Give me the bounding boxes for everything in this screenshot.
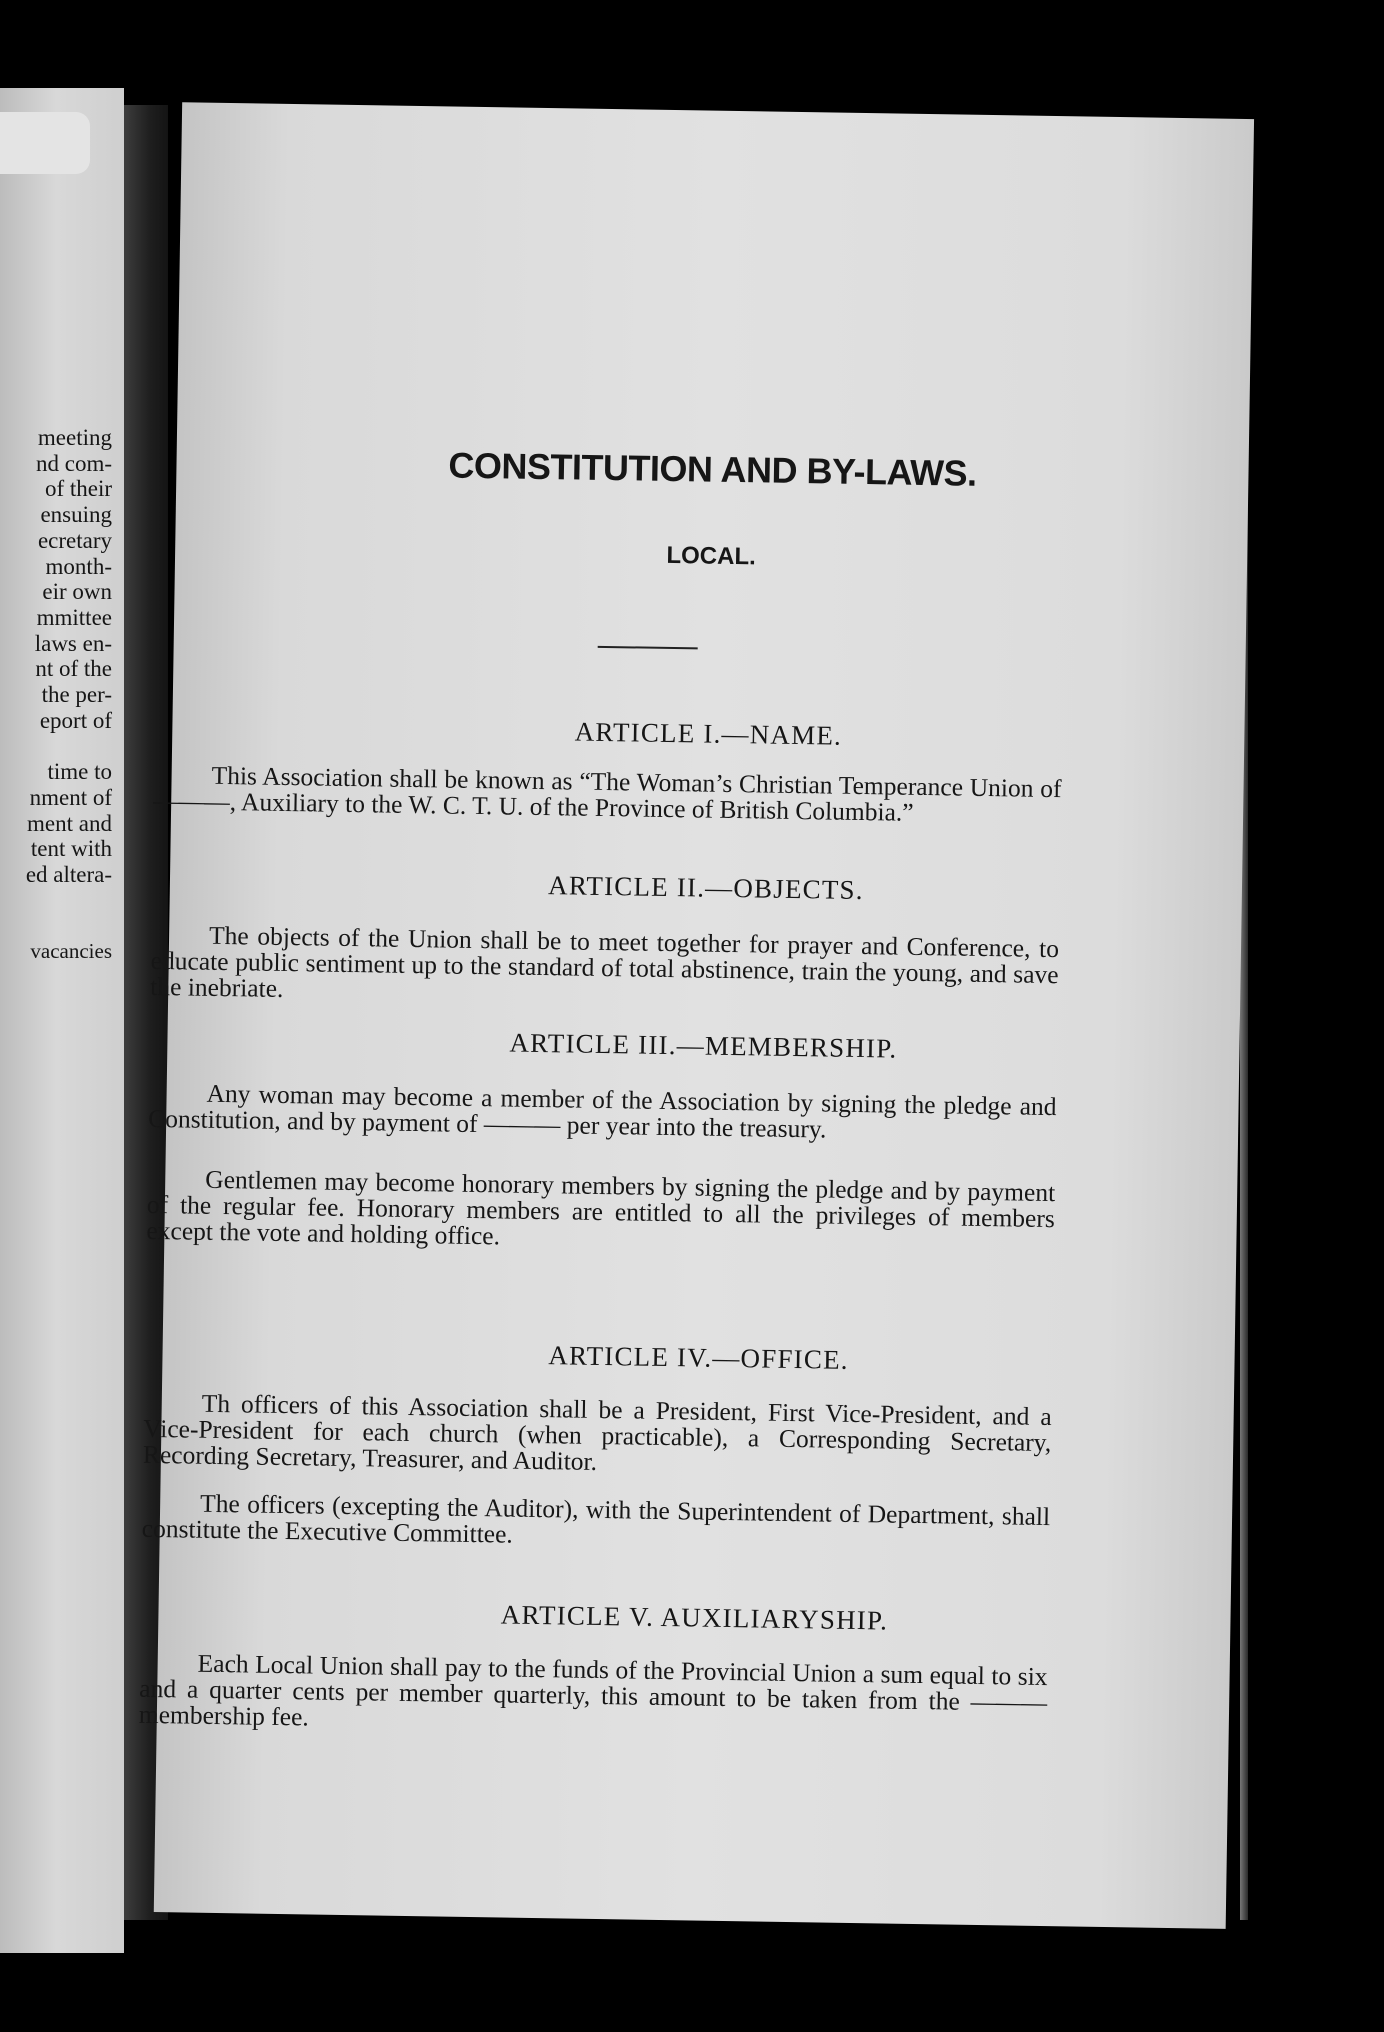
left-line: meeting <box>37 425 112 450</box>
left-line: mmittee <box>36 604 112 630</box>
article-body <box>146 1080 1056 1258</box>
left-line: ecretary <box>37 527 112 553</box>
left-line-gap <box>26 888 112 914</box>
left-line: time to <box>47 759 112 785</box>
left-line: vacancies <box>30 939 112 964</box>
page-tab <box>0 112 90 174</box>
article-paragraph: Gentlemen may become honorary members by signing the pledge and by payment of the regular fee. Honorary members are entitled to all the privileges of members except the vote and holding office. <box>146 1164 1056 1251</box>
left-line: tent with <box>30 836 112 862</box>
page-title: CONSTITUTION AND BY-LAWS. <box>448 444 977 494</box>
left-line: nment of <box>29 784 112 810</box>
previous-page <box>0 88 124 1953</box>
article-paragraph: Th officers of this Association shall be a President, First Vice-President, and a Vice-President for each church (when practicable), a Corresponding Secretary, Recording Secretary, Treasurer, and Auditor. <box>142 1388 1052 1476</box>
article-body <box>150 922 1059 1014</box>
document-page <box>138 102 1254 1929</box>
left-line: of their <box>44 476 112 502</box>
previous-page-text <box>26 425 112 965</box>
left-line: month- <box>45 553 112 579</box>
left-line: the per- <box>41 682 112 708</box>
left-line: nd com- <box>35 450 112 476</box>
article-paragraph: This Association shall be known as “The Woman’s Christian Temperance Union of ———, Auxiliary to the W. C. T. U. of the Province of British Columbia.” <box>153 760 1062 827</box>
left-line: ment and <box>27 810 112 836</box>
left-line: eir own <box>42 579 112 605</box>
article-body <box>139 1650 1048 1742</box>
left-line-gap <box>26 913 112 939</box>
left-line: laws en- <box>34 630 112 656</box>
article-paragraph: Any woman may become a member of the Association by signing the pledge and Constitution, and by payment of ——— per year into the treasury. <box>148 1078 1057 1144</box>
article-paragraph: Each Local Union shall pay to the funds of the Provincial Union a sum equal to six and a quarter cents per member quarterly, this amount to be taken from the ——— membership fee. <box>138 1648 1048 1732</box>
article-body <box>142 1390 1052 1556</box>
divider-rule <box>598 646 698 650</box>
page-subtitle: LOCAL. <box>666 541 756 571</box>
left-line: nt of the <box>35 656 112 682</box>
article-heading: ARTICLE I.—NAME. <box>574 716 843 751</box>
article-body <box>153 762 1062 828</box>
left-line: eport of <box>39 707 112 733</box>
article-paragraph: The objects of the Union shall be to meet together for prayer and Conference, to educate public sentiment up to the standard of total abstinence, train the young, and save the inebriate. <box>150 920 1060 1003</box>
article-heading: ARTICLE IV.—OFFICE. <box>548 1340 849 1375</box>
article-heading: ARTICLE II.—OBJECTS. <box>547 870 864 906</box>
left-line: ensuing <box>40 502 112 528</box>
article-paragraph: The officers (excepting the Auditor), with the Superintendent of Department, shall constitute the Executive Committee. <box>141 1488 1051 1549</box>
left-line: ed altera- <box>25 861 112 887</box>
article-heading: ARTICLE V. AUXILIARYSHIP. <box>500 1599 889 1636</box>
article-heading: ARTICLE III.—MEMBERSHIP. <box>509 1027 898 1064</box>
left-line-gap <box>26 733 112 759</box>
